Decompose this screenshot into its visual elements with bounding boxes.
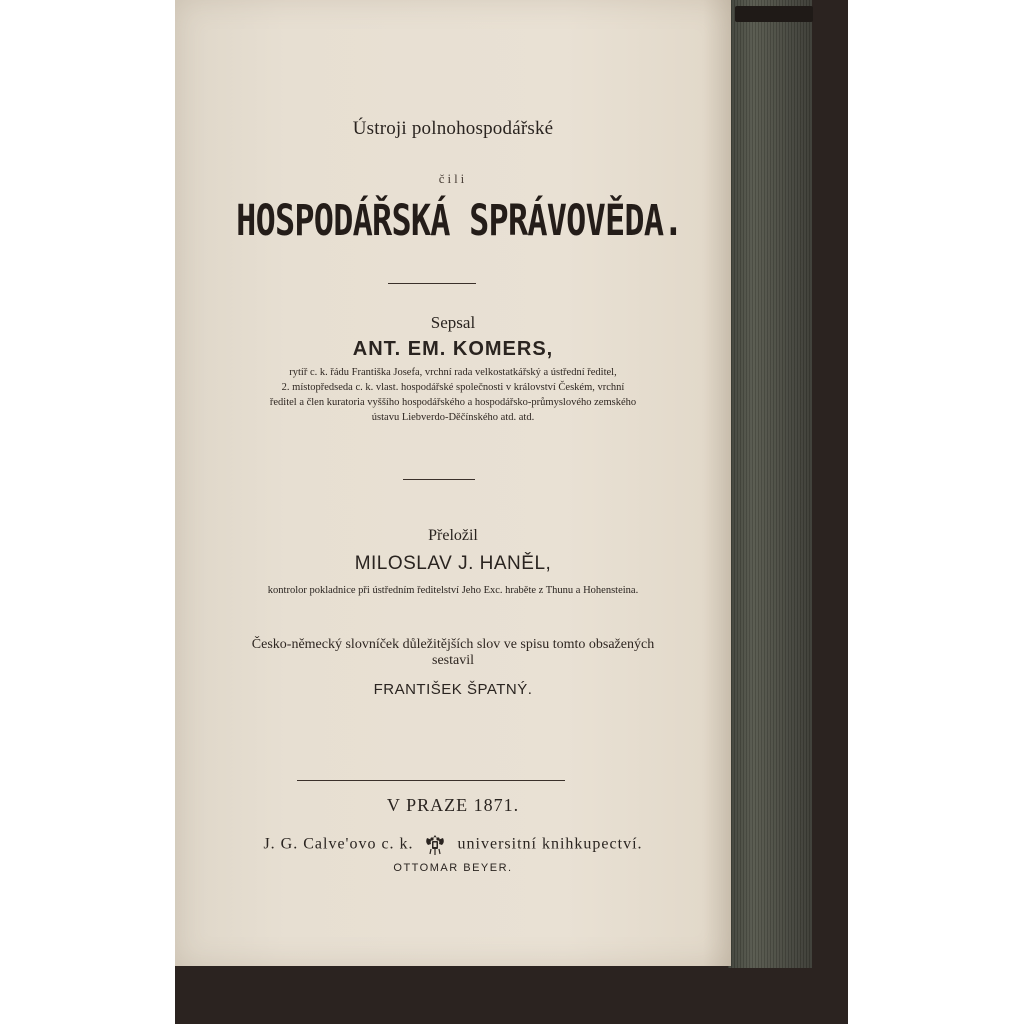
conjunction: čili bbox=[438, 171, 468, 186]
publisher-line bbox=[175, 832, 731, 858]
author-intro: Sepsal bbox=[430, 313, 476, 332]
translator-intro: Přeložil bbox=[428, 527, 478, 544]
translator-name: MILOSLAV J. HANĚL, bbox=[354, 553, 552, 574]
author-title-line: 2. místopředseda c. k. vlast. hospodářské společnosti v království Českém, vrchní bbox=[281, 382, 625, 393]
divider-2 bbox=[403, 479, 475, 480]
author-titles bbox=[198, 365, 708, 425]
title-page bbox=[175, 0, 731, 966]
dictionary-note bbox=[198, 637, 708, 669]
book-page-edges bbox=[728, 0, 812, 968]
publisher-left: J. G. Calve'ovo c. k. bbox=[263, 835, 414, 853]
dictionary-note-line: sestavil bbox=[432, 653, 474, 668]
author-title-line: ústavu Liebverdo-Děčínského atd. atd. bbox=[371, 412, 535, 423]
place-year: V PRAZE 1871. bbox=[386, 795, 520, 815]
book-cover-edge bbox=[735, 6, 813, 22]
subtitle: Ústroji polnohospodářské bbox=[352, 118, 554, 139]
author-title-line: ředitel a člen kuratoria vyššího hospodářského a hospodářsko-průmyslového zemského bbox=[269, 397, 637, 408]
compiler-name: FRANTIŠEK ŠPATNÝ. bbox=[373, 681, 533, 698]
divider-3 bbox=[297, 780, 565, 781]
publisher-owner: OTTOMAR BEYER. bbox=[393, 862, 513, 874]
author-title-line: rytíř c. k. řádu Františka Josefa, vrchní rada velkostatkářský a ústřední ředitel, bbox=[289, 367, 617, 378]
book-title: HOSPODÁŘSKÁ SPRÁVOVĚDA. bbox=[236, 196, 683, 246]
divider-1 bbox=[388, 283, 476, 284]
author-name: ANT. EM. KOMERS, bbox=[352, 338, 554, 360]
publisher-right: universitní knihkupectví. bbox=[457, 835, 643, 853]
double-headed-eagle-icon bbox=[423, 832, 447, 858]
translator-title: kontrolor pokladnice při ústředním ředitelství Jeho Exc. hraběte z Thunu a Hohensteina. bbox=[267, 585, 639, 596]
dictionary-note-line: Česko-německý slovníček důležitějších slov ve spisu tomto obsažených bbox=[251, 637, 655, 652]
